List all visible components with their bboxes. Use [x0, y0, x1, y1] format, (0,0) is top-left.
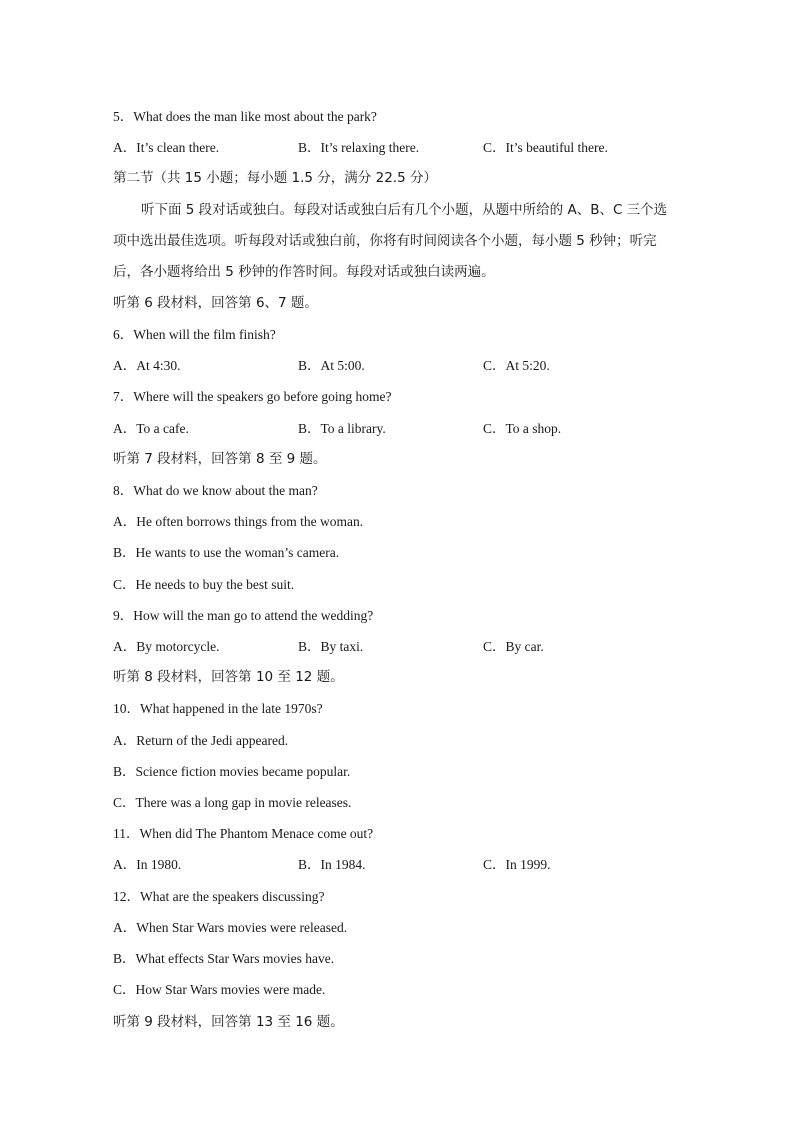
question-12-option-a: A．When Star Wars movies were released. — [113, 920, 348, 935]
material-9-heading: 听第 9 段材料，回答第 13 至 16 题。 — [113, 1014, 344, 1030]
option-c: C．At 5:20. — [483, 358, 550, 373]
question-8-option-c: C．He needs to buy the best suit. — [113, 577, 295, 592]
question-10: 10．What happened in the late 1970s? — [113, 701, 323, 716]
option-a: A．In 1980. — [113, 857, 182, 872]
option-c: C．In 1999. — [483, 857, 551, 872]
question-8: 8．What do we know about the man? — [113, 483, 318, 498]
question-10-option-c: C．There was a long gap in movie releases. — [113, 795, 352, 810]
option-a: A．It’s clean there. — [113, 140, 220, 155]
question-7: 7．Where will the speakers go before going home? — [113, 389, 392, 404]
option-b: B．At 5:00. — [298, 358, 365, 373]
question-12-option-b: B．What effects Star Wars movies have. — [113, 951, 335, 966]
question-8-option-a: A．He often borrows things from the woman. — [113, 514, 364, 529]
question-10-option-a: A．Return of the Jedi appeared. — [113, 733, 289, 748]
material-6-heading: 听第 6 段材料，回答第 6、7 题。 — [113, 295, 318, 311]
question-5: 5．What does the man like most about the park? — [113, 109, 377, 124]
instructions-line-2: 项中选出最佳选项。听每段对话或独白前，你将有时间阅读各个小题，每小题 5 秒钟；听完 — [113, 233, 657, 249]
question-11: 11．When did The Phantom Menace come out? — [113, 826, 374, 841]
question-7-options — [113, 417, 713, 435]
material-7-heading: 听第 7 段材料，回答第 8 至 9 题。 — [113, 451, 327, 467]
option-c: C．To a shop. — [483, 421, 562, 436]
question-6-options — [113, 354, 713, 372]
question-8-option-b: B．He wants to use the woman’s camera. — [113, 545, 340, 560]
option-a: A．At 4:30. — [113, 358, 181, 373]
option-b: B．It’s relaxing there. — [298, 140, 420, 155]
instructions-line-3: 后，各小题将给出 5 秒钟的作答时间。每段对话或独白读两遍。 — [113, 264, 495, 280]
option-a: A．To a cafe. — [113, 421, 189, 436]
option-c: C．It’s beautiful there. — [483, 140, 608, 155]
question-5-options — [113, 136, 713, 154]
question-12-option-c: C．How Star Wars movies were made. — [113, 982, 326, 997]
option-b: B．To a library. — [298, 421, 386, 436]
option-b: B．By taxi. — [298, 639, 364, 654]
section-2-title: 第二节（共 15 小题；每小题 1.5 分，满分 22.5 分） — [113, 170, 437, 186]
option-c: C．By car. — [483, 639, 544, 654]
instructions-line-1: 听下面 5 段对话或独白。每段对话或独白后有几个小题，从题中所给的 A、B、C 三个选 — [141, 202, 668, 218]
question-11-options — [113, 853, 713, 871]
option-b: B．In 1984. — [298, 857, 366, 872]
question-10-option-b: B．Science fiction movies became popular. — [113, 764, 351, 779]
option-a: A．By motorcycle. — [113, 639, 220, 654]
question-12: 12．What are the speakers discussing? — [113, 889, 325, 904]
question-9-options — [113, 635, 713, 653]
question-9: 9．How will the man go to attend the wedding? — [113, 608, 374, 623]
material-8-heading: 听第 8 段材料，回答第 10 至 12 题。 — [113, 669, 344, 685]
question-6: 6．When will the film finish? — [113, 327, 276, 342]
